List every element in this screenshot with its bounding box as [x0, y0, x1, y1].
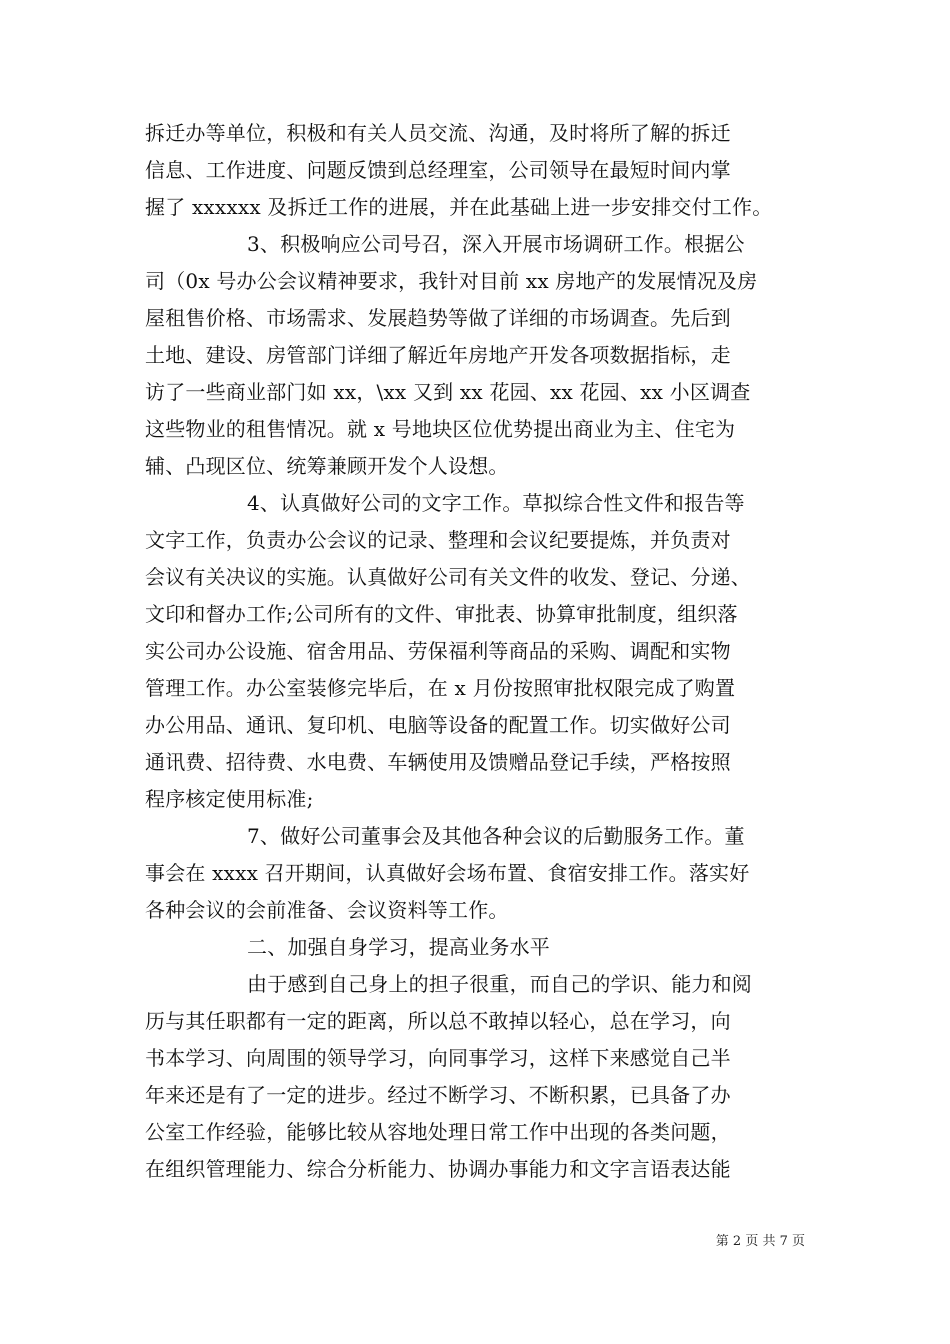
text-line: 历与其任职都有一定的距离，所以总不敢掉以轻心，总在学习，向	[145, 1009, 731, 1033]
text-line: 文字工作，负责办公会议的记录、整理和会议纪要提炼，并负责对	[145, 528, 731, 552]
document-body	[145, 115, 810, 1188]
text-line: 这些物业的租售情况。就 x 号地块区位优势提出商业为主、住宅为	[145, 417, 736, 441]
text-line: 管理工作。办公室装修完毕后，在 x 月份按照审批权限完成了购置	[145, 676, 736, 700]
text-line: 实公司办公设施、宿舍用品、劳保福利等商品的采购、调配和实物	[145, 639, 731, 663]
text-line: 土地、建设、房管部门详细了解近年房地产开发各项数据指标，走	[145, 343, 731, 367]
section-heading: 二、加强自身学习，提高业务水平	[247, 935, 550, 959]
text-line: 拆迁办等单位，积极和有关人员交流、沟通，及时将所了解的拆迁	[145, 121, 731, 145]
text-line: 访了一些商业部门如 xx，\xx 又到 xx 花园、xx 花园、xx 小区调查	[145, 380, 751, 404]
text-line: 屋租售价格、市场需求、发展趋势等做了详细的市场调查。先后到	[145, 306, 731, 330]
text-line: 书本学习、向周围的领导学习，向同事学习，这样下来感觉自己半	[145, 1046, 731, 1070]
text-line: 辅、凸现区位、统筹兼顾开发个人设想。	[145, 454, 509, 478]
page-number-footer: 第 2 页 共 7 页	[715, 1234, 805, 1249]
text-line: 司（0x 号办公会议精神要求，我针对目前 xx 房地产的发展情况及房	[145, 269, 758, 293]
text-line: 程序核定使用标准;	[145, 787, 314, 811]
text-line: 会议有关决议的实施。认真做好公司有关文件的收发、登记、分递、	[145, 565, 751, 589]
text-line: 办公用品、通讯、复印机、电脑等设备的配置工作。切实做好公司	[145, 713, 731, 737]
text-line: 3、积极响应公司号召，深入开展市场调研工作。根据公	[247, 232, 745, 256]
text-line: 信息、工作进度、问题反馈到总经理室，公司领导在最短时间内掌	[145, 158, 731, 182]
text-line: 各种会议的会前准备、会议资料等工作。	[145, 898, 509, 922]
text-line: 4、认真做好公司的文字工作。草拟综合性文件和报告等	[247, 491, 745, 515]
text-line: 通讯费、招待费、水电费、车辆使用及馈赠品登记手续，严格按照	[145, 750, 731, 774]
text-line: 在组织管理能力、综合分析能力、协调办事能力和文字言语表达能	[145, 1157, 731, 1181]
text-line: 由于感到自己身上的担子很重，而自己的学识、能力和阅	[247, 972, 752, 996]
text-line: 事会在 xxxx 召开期间，认真做好会场布置、食宿安排工作。落实好	[145, 861, 750, 885]
text-line: 握了 xxxxxx 及拆迁工作的进展，并在此基础上进一步安排交付工作。	[145, 195, 773, 219]
text-line: 文印和督办工作;公司所有的文件、审批表、协算审批制度，组织落	[145, 602, 738, 626]
text-line: 年来还是有了一定的进步。经过不断学习、不断积累，已具备了办	[145, 1083, 731, 1107]
text-line: 公室工作经验，能够比较从容地处理日常工作中出现的各类问题，	[145, 1120, 731, 1144]
text-line: 7、做好公司董事会及其他各种会议的后勤服务工作。董	[247, 824, 745, 848]
